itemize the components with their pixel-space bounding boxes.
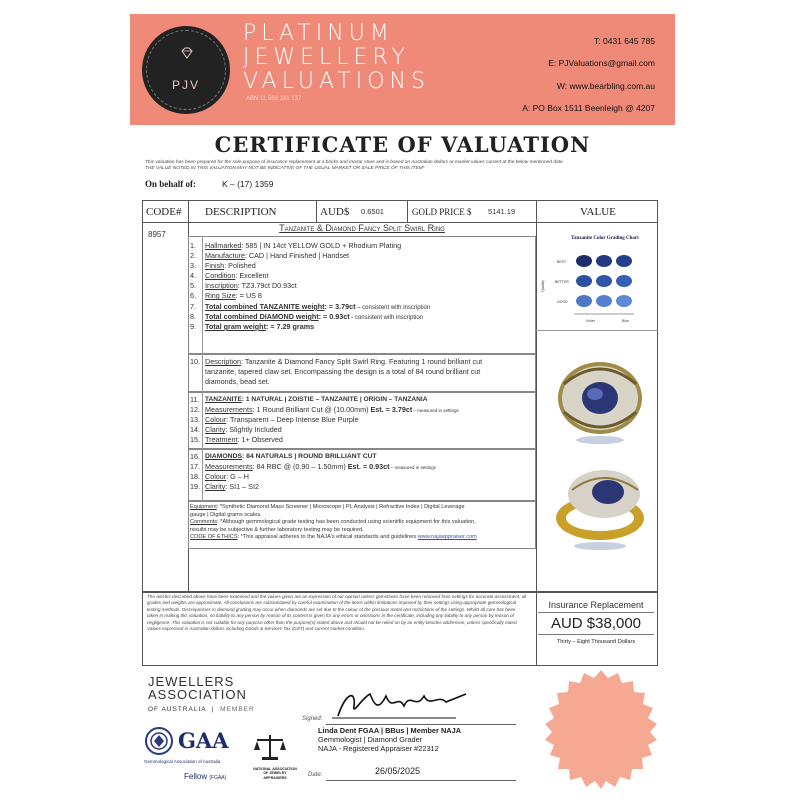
list-item: 2. xyxy=(190,251,196,260)
gold-value: 5141.19 xyxy=(488,207,516,216)
grading-axis: Quality xyxy=(540,280,545,292)
grade-violet: Violet xyxy=(586,319,595,323)
list-item: 8. xyxy=(190,312,196,321)
behalf-label: On behalf of: xyxy=(145,179,197,189)
aud-value: 0.6501 xyxy=(361,207,384,216)
grading-chart xyxy=(538,246,656,330)
appraiser-details: Linda Dent FGAA | BBus | Member NAJA Gemmologist | Diamond Grader NAJA - Registered Appraiser #22312 xyxy=(318,726,462,753)
jaa-logo: JEWELLERS ASSOCIATION OF AUSTRALIA | MEMBER xyxy=(148,674,255,713)
list-item: 17. xyxy=(190,462,200,471)
list-item: 1. xyxy=(190,241,196,250)
list-item: 5. xyxy=(190,281,196,290)
intro-text: This valuation has been prepared for the sole purpose of insurance replacement at a bricks and mortar store and is based on Australian dollars or market values current at the below mentioned date. THE VALUE NOTED IN THIS VALUATION MAY NOT BE INDICATIVE OF THE USUAL MARKET OR SALE PRICE OF THIS ITEM* xyxy=(145,160,564,171)
date-value: 26/05/2025 xyxy=(375,766,421,776)
disclaimer-text: The articles described above have been examined and the values given are an expression of our opinion unless gemstones have been removed from settings for accurate assessment, all grades and weights are approximate. All conclusions are substantiated by careful examination of the items within limitations imposed by their settings using appropriate gemmological testing methods. Discrepancies in diamond grading may occur when diamonds are set due to the colour of the precious metal and restrictions of the settings. Whilst all care has been taken in making this valuation, no liability to any person by reason of its content is given for any errors or omissions in the certificate, including any liability to any person by reason of negligence. This valuation is not suitable for any purpose other than the purpose(s) stated above and should not be relied on by an entity besides addressee, unless specifically noted. Values expressed in Australian dollars including Goods & Services Tax (GST) and current market condition. xyxy=(147,594,527,632)
logo-initials: PJV xyxy=(171,78,200,92)
signed-label: Signed: xyxy=(302,716,323,722)
date-label: Date: xyxy=(308,772,323,778)
grading-chart-title: Tanzanite Color Grading Chart xyxy=(571,236,639,241)
list-item: 7. xyxy=(190,302,196,311)
pjv-logo xyxy=(142,26,230,114)
grade-best: BEST xyxy=(557,260,567,264)
list-item: 4. xyxy=(190,271,196,280)
insurance-box xyxy=(538,600,654,645)
email: E: PJValuations@gmail.com xyxy=(548,58,655,68)
scales-icon xyxy=(252,732,288,762)
phone: T: 0431 645 785 xyxy=(594,36,655,46)
certificate-title: CERTIFICATE OF VALUATION xyxy=(214,132,591,157)
grade-blue: Blue xyxy=(622,319,630,323)
list-item: 14. xyxy=(190,425,200,434)
list-item: 11. xyxy=(190,395,200,404)
grade-good: GOOD xyxy=(557,300,568,304)
grading-swatches xyxy=(576,255,632,307)
list-item: 12. xyxy=(190,405,200,414)
list-item: 15. xyxy=(190,435,200,444)
website: W: www.bearbling.com.au xyxy=(556,81,655,91)
ring-top-photo xyxy=(550,354,650,446)
diamond-icon xyxy=(180,46,194,60)
list-item: 19. xyxy=(190,482,200,491)
item-code: 8957 xyxy=(148,230,166,239)
certificate-page: PJV PLATINUM JEWELLERY VALUATIONS ABN 11 588 191 137 T: 0431 645 785 E: PJValuations@gmail.com W: www.bearbling.com.au A: PO Box 1511 Beenleigh @ 4207 CERTIFICATE OF VALUATION This valuation has been prepared for the sole purpose of insurance replacement at a bricks and mortar store and is based on Australian dollars or market values current at the below mentioned date. THE VALUE NOTED IN THIS VALUATION MAY NOT BE INDICATIVE OF THE USUAL MARKET OR SALE PRICE OF THIS ITEM* On behalf of: K – (17) 1359 CODE# DESCRIPTION AUD$ 0.6501 GOLD PRICE $ 5141.19 VALUE 8957 Tanzanite & Diamond Fancy Split Swirl Ring 1. Hallmarked: 585 | IN 14ct YELLOW GOLD + Rhodium Plating 2. Manufacture: CAD | Hand Finished | Handset 3. Finish: Polished 4. Condition: Excellent 5. Inscription: TZ3.79ct D0.93ct 6. Ring Size: = US 8 7. Total combined TANZANITE weight: = 3.79ct – consistent with inscription 8. Total combined DIAMOND weight: = 0.93ct - consistent with inscription 9. Total gram weight: = 7.29 grams 10. Description: Tanzanite & Diamond Fancy Split Swirl Ring. Featuring 1 round brilliant cut tanzanite, tapered claw set. Encompassing the design is a total of 84 round brilliant cut diamonds, bead set. 11. TANZANITE: 1 NATURAL | ZOISTIE – TANZANITE | ORIGIN – TANZANIA 12. Measurements: 1 Round Brilliant Cut @ (10.00mm) Est. = 3.79ct – measured in settings 13. Colour: Transparent – Deep Intense Blue Purple 14. Clarity: Slightly Included 15. Treatment: 1+ Observed 16. DIAMONDS: 84 NATURALS | ROUND BRILLIANT CUT 17. Measurements: 84 RBC @ (0.90 – 1.50mm) Est. = 0.93ct – measured in settings 18. Colour: G – H 19. Clarity: SI1 – SI2 Equipment: *Synthetic Diamond Mass Screener | Microscope | PL Analysis | Refractive Index | Digital Leverage gauge | Digital grams scales. Comments: *Although gemmological grade testing has been conducted using scientific equipment for this valuation, results may be subjective & further laboratory testing may be required. CODE OF ETHICS: *This appraisal adheres to the NAJA's ethical standards and guidelines www.najaappraiser.com Tanzanite Color Grading Chart Quality BEST BETTER GOOD Violet Blue The articles described above have been examined and the values given are an expression of our opinion unless gemstones have been removed from settings for accurate assessment, all grades and weights are approximate. All conclusions are substantiated by careful examination of the items within limitations imposed by their settings using appropriate gemmological testing methods. Discrepancies in diamond grading may occur when diamonds are set due to the colour of the precious metal and restrictions of the settings. Whilst all care has been taken in making this valuation, no liability to any person by reason of its content is given for any errors or omissions in the certificate, including any liability to any person by reason of negligence. This valuation is not suitable for any purpose other than the purpose(s) stated above and should not be relied on by an entity besides addressee, unless specifically noted. Values expressed in Australian dollars including Goods & Services Tax (GST) and current market condition. Insurance Replacement AUD $38,000 Thirty – Eight Thousand Dollars JEWELLERS ASSOCIATION OF AUSTRALIA | MEMBER GAA Gemmological Association of Australia Fellow (FGAA) NATIONAL ASSOCIATION OF JEWELRY APPRAISERS Signed: Linda Dent FGAA | BBus | Member NAJA Gemmologist | Diamond Grader NAJA - Registered Appraiser #22312 Date: 26/05/2025 xyxy=(130,14,675,786)
header-banner xyxy=(130,14,675,125)
description-text: Description: Tanzanite & Diamond Fancy Split Swirl Ring. Featuring 1 round brilliant cut tanzanite, tapered claw set. Encompassing the design is a total of 84 round brilliant cut diamonds, bead set. xyxy=(205,357,483,386)
gaa-emblem-icon xyxy=(144,726,174,756)
abn-number: ABN 11 588 191 137 xyxy=(246,96,302,102)
insurance-words: Thirty – Eight Thousand Dollars xyxy=(556,639,636,645)
gold-label: GOLD PRICE $ xyxy=(412,207,472,217)
address: A: PO Box 1511 Beenleigh @ 4207 xyxy=(522,103,655,113)
signature-image xyxy=(326,686,476,724)
behalf-value: K – (17) 1359 xyxy=(222,179,274,189)
list-item: 18. xyxy=(190,472,200,481)
item-title: Tanzanite & Diamond Fancy Split Swirl Ring xyxy=(279,223,445,233)
col-value: VALUE xyxy=(580,206,616,218)
insurance-amount: AUD $38,000 xyxy=(538,612,654,635)
seal-stamp xyxy=(540,668,662,790)
insurance-label: Insurance Replacement xyxy=(548,600,644,610)
list-item: 9. xyxy=(190,322,196,331)
naja-logo: NATIONAL ASSOCIATION OF JEWELRY APPRAISERS xyxy=(252,732,298,780)
grade-better: BETTER xyxy=(555,280,569,284)
brand-name: PLATINUM JEWELLERY VALUATIONS xyxy=(243,21,430,94)
col-description: DESCRIPTION xyxy=(205,206,277,218)
naja-link[interactable]: www.najaappraiser.com xyxy=(417,534,477,541)
list-item: 16. xyxy=(190,452,200,461)
list-item: 3. xyxy=(190,261,196,270)
ring-side-photo xyxy=(550,460,650,552)
list-item: 13. xyxy=(190,415,200,424)
list-item: 10. xyxy=(190,357,200,366)
list-item: 6. xyxy=(190,291,196,300)
aud-label: AUD$ xyxy=(320,206,350,218)
col-code: CODE# xyxy=(146,206,182,218)
notes-block: Equipment: *Synthetic Diamond Mass Screener | Microscope | PL Analysis | Refractive Index | Digital Leverage gauge | Digital grams scales. Comments: *Although gemmological grade testing has been conducted using scientific equipment for this valuation, results may be subjective & further laboratory testing may be required. CODE OF ETHICS: *This appraisal adheres to the NAJA's ethical standards and guidelines www.najaappraiser.com xyxy=(190,504,477,541)
